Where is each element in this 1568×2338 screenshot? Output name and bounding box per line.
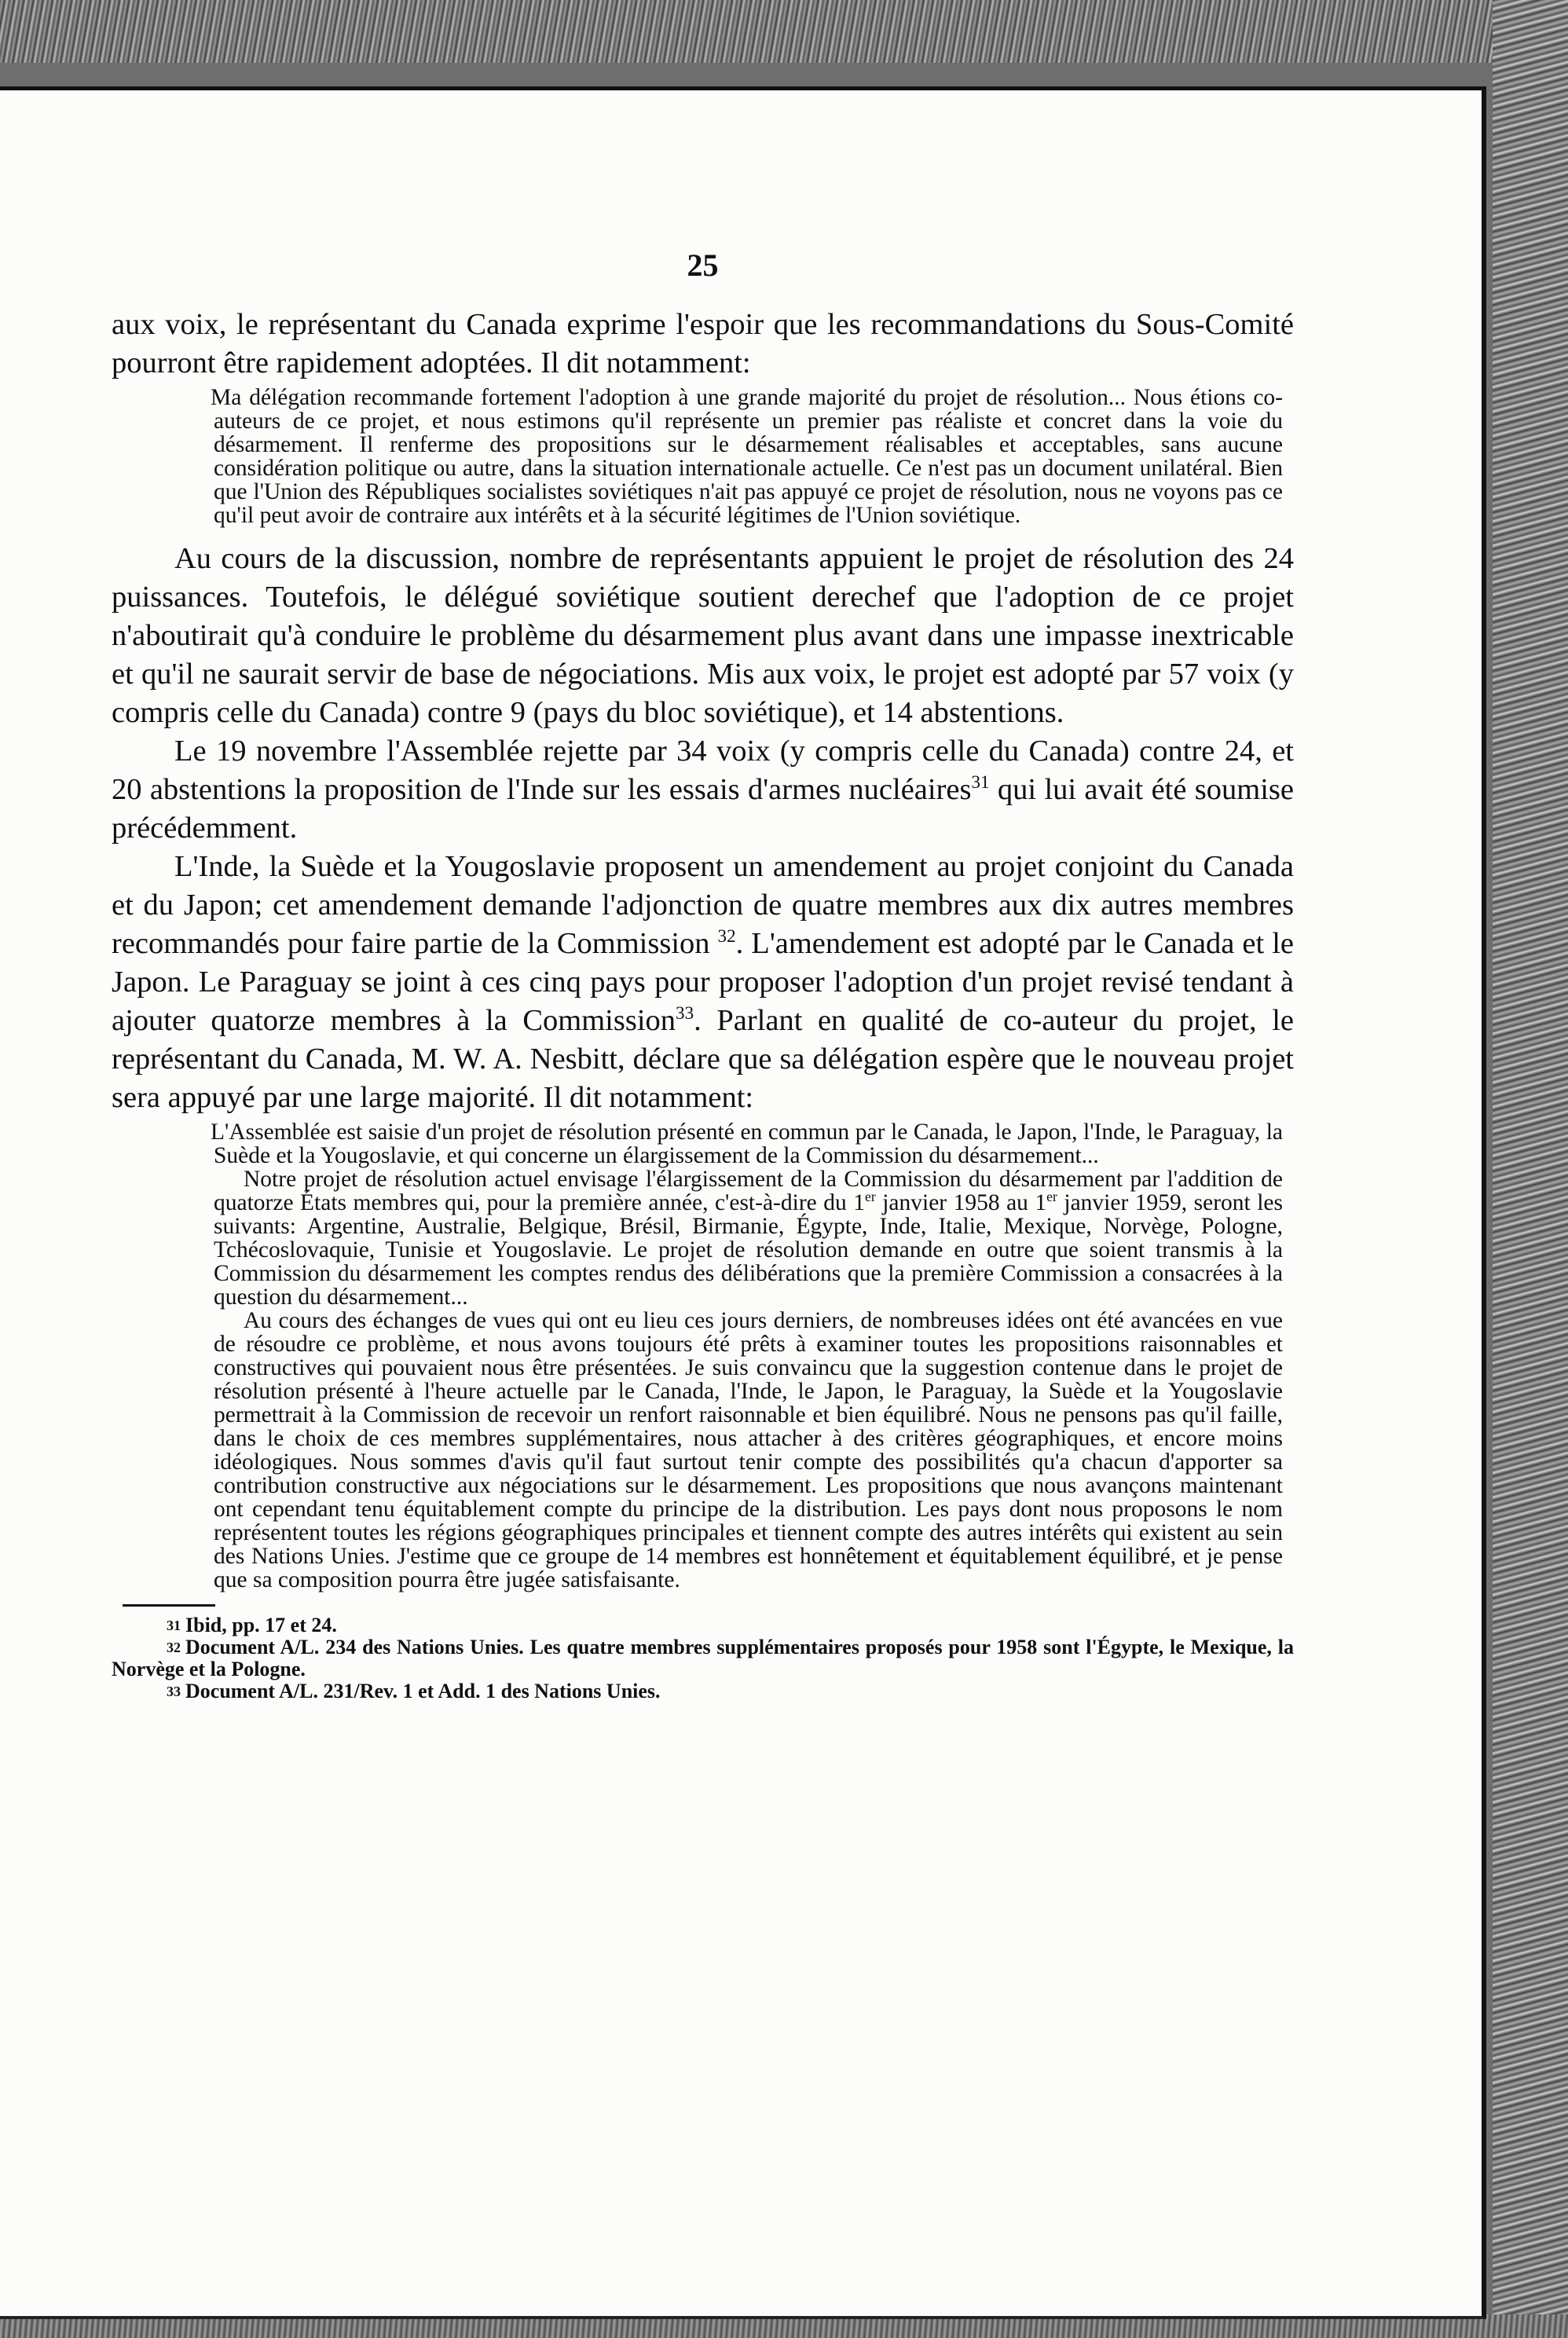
- paragraph-amendment-text-a: L'Inde, la Suède et la Yougoslavie proposent un amendement au projet conjoint du Canada et du Japon; cet amendement demande l'adjonction de quatre membres aux dix autres membres recommandés pour faire partie de la Commission: [112, 850, 1294, 960]
- footnote-31: [112, 1614, 1294, 1636]
- paragraph-amendment-text-c: . Parlant en qualité de co-auteur du projet, le représentant du Canada, M. W. A. Nesbitt, déclare que sa délégation espère que le nouveau projet sera appuyé par une large majorité. Il dit notamment:: [112, 1004, 1294, 1114]
- footnote-text: Ibid, pp. 17 et 24.: [185, 1614, 337, 1636]
- quote-text-b: janvier 1958 au 1: [875, 1190, 1047, 1215]
- paragraph-vote-text-b: qui lui avait été soumise précédemment.: [112, 773, 1294, 845]
- paragraph-vote: [112, 732, 1294, 848]
- footnote-33: [112, 1680, 1294, 1702]
- paragraph-amendment: [112, 848, 1294, 1117]
- footnote-ref-33: 33: [676, 1002, 694, 1024]
- ordinal-suffix: er: [1046, 1189, 1057, 1205]
- block-quote-2: [112, 1120, 1294, 1592]
- scan-border-right: [1493, 0, 1568, 2338]
- page-sheet: [0, 86, 1486, 2319]
- footnote-divider: [123, 1604, 215, 1607]
- paragraph-amendment-text-b: . L'amendement est adopté par le Canada et le Japon. Le Paraguay se joint à ces cinq pays pour proposer l'adoption d'un projet revisé tendant à ajouter quatorze membres à la Commission: [112, 927, 1295, 1037]
- ordinal-suffix: er: [864, 1189, 876, 1205]
- footnotes: [112, 1614, 1294, 1702]
- quote-paragraph: Au cours des échanges de vues qui ont eu lieu ces jours derniers, de nombreuses idées ont été avancées en vue de résoudre ce problème, et nous avons toujours été prêts à examiner toutes les propositions raisonnables et constructives qui pouvaient nous être présentées. Je suis convaincu que la suggestion contenue dans le projet de résolution présenté à l'heure actuelle par le Canada, l'Inde, le Japon, le Paraguay, la Suède et la Yougoslavie permettrait à la Commission de recevoir un renfort raisonnable et bien équilibré. Nous ne pensons pas qu'il faille, dans le choix de ces membres supplémentaires, nous attacher à des critères géographiques, et encore moins idéologiques. Nous sommes d'avis qu'il faut surtout tenir compte des possibilités qu'a chacun d'apporter sa contribution constructive aux négociations sur le désarmement. Les propositions que nous avançons maintenant ont cependant tenu équitablement compte du principe de la distribution. Les pays dont nous proposons le nom représentent toutes les régions géographiques principales et tiennent compte des autres intérêts qui existent au sein des Nations Unies. J'estime que ce groupe de 14 membres est honnêtement et équitablement équilibré, et je pense que sa composition pourra être jugée satisfaisante.: [214, 1308, 1283, 1592]
- footnote-mark: 31: [167, 1618, 181, 1633]
- footnote-ref-31: 31: [971, 771, 990, 793]
- quote-text-c: janvier 1959, seront les suivants: Argentine, Australie, Belgique, Brésil, Birmanie, Égypte, Inde, Italie, Mexique, Norvège, Pologne, Tchécoslovaquie, Tunisie et Yougoslavie. Le projet de résolution demande en outre que soient transmis à la Commission du désarmement les comptes rendus des délibérations que la première Commission a consacrées à la question du désarmement...: [214, 1190, 1283, 1310]
- quote-text: Ma délégation recommande fortement l'adoption à une grande majorité du projet de résolution... Nous étions co-auteurs de ce projet, et nous estimons qu'il représente un premier pas réaliste et concret dans la voie du désarmement. Il renferme des propositions sur le désarmement réalisables et acceptables, sans aucune considération politique ou autre, dans la situation internationale actuelle. Ce n'est pas un document unilatéral. Bien que l'Union des Républiques socialistes soviétiques n'ait pas appuyé ce projet de résolution, nous ne voyons pas ce qu'il peut avoir de contraire aux intérêts et à la sécurité légitimes de l'Union soviétique.: [211, 385, 1283, 528]
- paragraph-discussion: Au cours de la discussion, nombre de représentants appuient le projet de résolution des 24 puissances. Toutefois, le délégué soviétique soutient derechef que l'adoption de ce projet n'aboutirait qu'à conduire le problème du désarmement plus avant dans une impasse inextricable et qu'il ne saurait servir de base de négociations. Mis aux voix, le projet est adopté par 57 voix (y compris celle du Canada) contre 9 (pays du bloc soviétique), et 14 abstentions.: [112, 542, 1294, 729]
- quote-paragraph: [214, 1167, 1283, 1309]
- paragraph-intro: aux voix, le représentant du Canada exprime l'espoir que les recommandations du Sous-Comité pourront être rapidement adoptées. Il dit notamment:: [112, 308, 1294, 379]
- footnote-32: [112, 1636, 1294, 1680]
- page-number: 25: [687, 247, 719, 283]
- paragraph-vote-text-a: Le 19 novembre l'Assemblée rejette par 34 voix (y compris celle du Canada) contre 24, et 20 abstentions la proposition de l'Inde sur les essais d'armes nucléaires: [112, 735, 1294, 806]
- footnote-mark: 32: [167, 1640, 181, 1655]
- footnote-mark: 33: [167, 1684, 181, 1699]
- page-content: [112, 247, 1294, 1702]
- footnote-text: Document A/L. 234 des Nations Unies. Les quatre membres supplémentaires proposés pour 1958 sont l'Égypte, le Mexique, la Norvège et la Pologne.: [112, 1636, 1294, 1680]
- footnote-ref-32: 32: [717, 925, 736, 947]
- scan-border-top: [0, 0, 1568, 63]
- quote-text-a: Notre projet de résolution actuel envisage l'élargissement de la Commission du désarmement par l'addition de quatorze États membres qui, pour la première année, c'est-à-dire du 1: [214, 1167, 1283, 1215]
- quote-paragraph: L'Assemblée est saisie d'un projet de résolution présenté en commun par le Canada, le Japon, l'Inde, le Paraguay, la Suède et la Yougoslavie, et qui concerne un élargissement de la Commission du désarmement...: [211, 1120, 1283, 1168]
- footnote-text: Document A/L. 231/Rev. 1 et Add. 1 des Nations Unies.: [185, 1680, 661, 1702]
- block-quote-1: [112, 386, 1294, 527]
